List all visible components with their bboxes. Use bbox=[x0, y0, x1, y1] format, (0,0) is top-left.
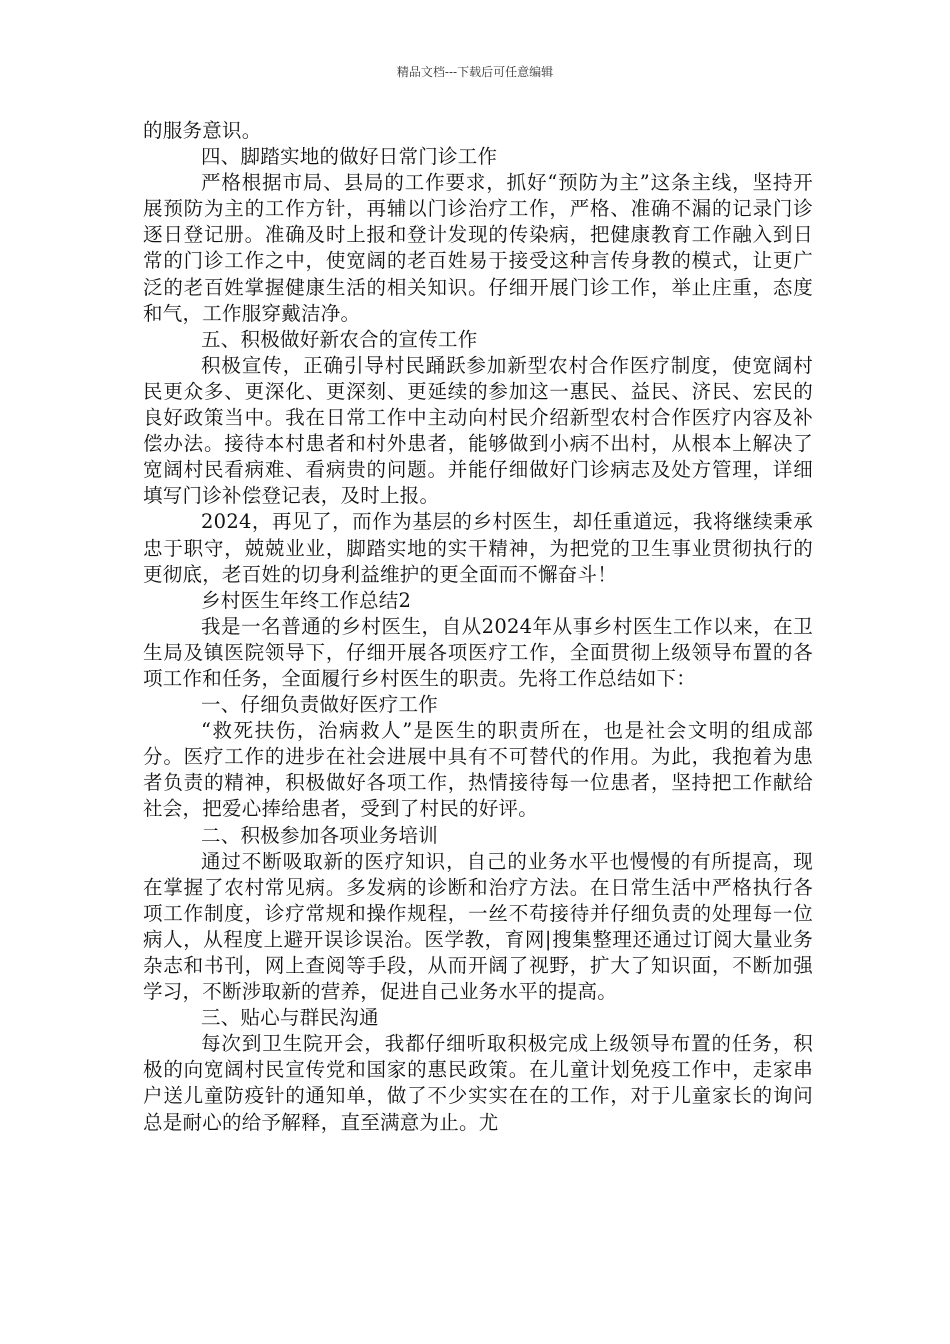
document-subtitle: 乡村医生年终工作总结2 bbox=[201, 588, 412, 612]
section-heading-4: 四、脚踏实地的做好日常门诊工作 bbox=[201, 145, 498, 169]
paragraph: “救死扶伤，治病救人”是医生的职责所在，也是社会文明的组成部分。医疗工作的进步在社会进展中具有不可替代的作用。为此，我抱着为患者负责的精神，积极做好各项工作，热情接待每一位患者，坚持把工作献给社会，把爱心捧给患者，受到了村民的好评。 bbox=[143, 719, 813, 821]
paragraph: 我是一名普通的乡村医生，自从2024年从事乡村医生工作以来，在卫生局及镇医院领导下，仔细开展各项医疗工作，全面贯彻上级领导布置的各项工作和任务，全面履行乡村医生的职责。先将工作总结如下： bbox=[143, 614, 813, 690]
paragraph: 2024，再见了，而作为基层的乡村医生，却任重道远，我将继续秉承忠于职守，兢兢业业，脚踏实地的实干精神，为把党的卫生事业贯彻执行的更彻底，老百姓的切身利益维护的更全面而不懈奋斗！ bbox=[143, 510, 813, 586]
section-heading-1: 一、仔细负责做好医疗工作 bbox=[201, 693, 439, 717]
paragraph-continuation: 的服务意识。 bbox=[143, 119, 262, 142]
section-heading-3: 三、贴心与群民沟通 bbox=[201, 1006, 379, 1030]
paragraph: 积极宣传，正确引导村民踊跃参加新型农村合作医疗制度，使宽阔村民更众多、更深化、更深刻、更延续的参加这一惠民、益民、济民、宏民的良好政策当中。我在日常工作中主动向村民介绍新型农村合作医疗内容及补偿办法。接待本村患者和村外患者，能够做到小病不出村，从根本上解决了宽阔村民看病难、看病贵的问题。并能仔细做好门诊病志及处方管理，详细填写门诊补偿登记表，及时上报。 bbox=[143, 353, 813, 508]
paragraph: 严格根据市局、县局的工作要求，抓好“预防为主”这条主线，坚持开展预防为主的工作方针，再辅以门诊治疗工作，严格、准确不漏的记录门诊逐日登记册。准确及时上报和登计发现的传染病，把健康教育工作融入到日常的门诊工作之中，使宽阔的老百姓易于接受这种言传身教的模式，让更广泛的老百姓掌握健康生活的相关知识。仔细开展门诊工作，举止庄重，态度和气，工作服穿戴洁净。 bbox=[143, 171, 813, 325]
section-heading-5: 五、积极做好新农合的宣传工作 bbox=[201, 327, 478, 351]
page-header: 精品文档---下载后可任意编辑 bbox=[396, 65, 554, 79]
section-heading-2: 二、积极参加各项业务培训 bbox=[201, 823, 439, 847]
document-body bbox=[143, 118, 813, 1136]
paragraph: 每次到卫生院开会，我都仔细听取积极完成上级领导布置的任务，积极的向宽阔村民宣传党和国家的惠民政策。在儿童计划免疫工作中，走家串户送儿童防疫针的通知单，做了不少实实在在的工作，对于儿童家长的询问总是耐心的给予解释，直至满意为止。尤 bbox=[143, 1032, 813, 1134]
paragraph: 通过不断吸取新的医疗知识，自己的业务水平也慢慢的有所提高，现在掌握了农村常见病。多发病的诊断和治疗方法。在日常生活中严格执行各项工作制度，诊疗常规和操作规程，一丝不苟接待并仔细负责的处理每一位病人，从程度上避开误诊误治。医学教，育网|搜集整理还通过订阅大量业务杂志和书刊，网上查阅等手段，从而开阔了视野，扩大了知识面，不断加强学习，不断涉取新的营养，促进自己业务水平的提高。 bbox=[143, 849, 813, 1004]
